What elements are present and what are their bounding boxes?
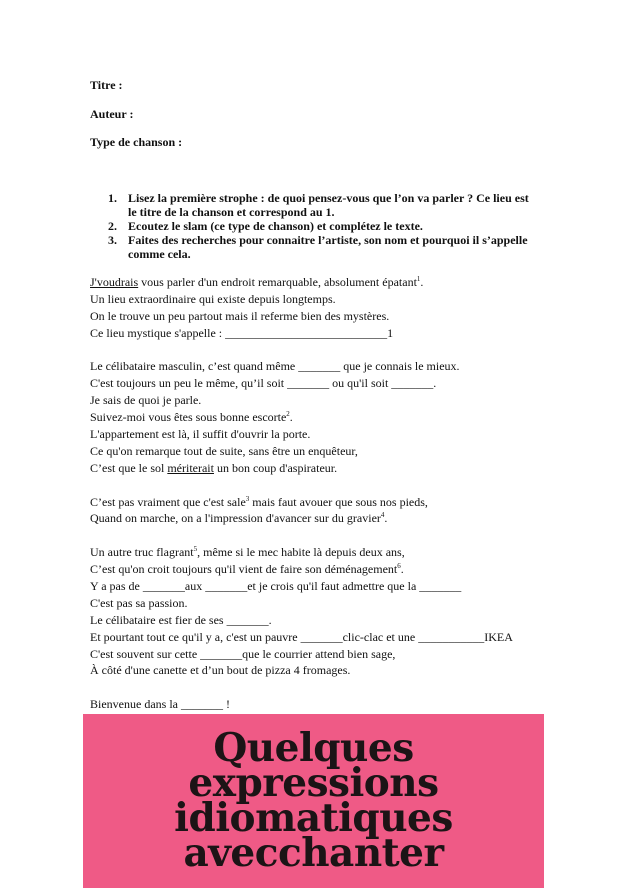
lyric-line (90, 274, 550, 291)
lyric-text: Suivez-moi vous êtes sous bonne escorte (90, 410, 287, 425)
lyric-line (90, 460, 550, 477)
lyric-line: C'est toujours un peu le même, qu’il soit _______ ou qu'il soit _______. (90, 376, 437, 391)
lyric-line: À côté d'une canette et d’un bout de pizza 4 fromages. (90, 663, 351, 678)
song-lyrics (90, 274, 550, 713)
footnote-marker: 4 (380, 511, 385, 520)
instruction-item (108, 233, 540, 261)
lyric-text: , même si le mec habite là depuis deux ans, (197, 545, 405, 560)
footnote-marker: 5 (193, 545, 198, 554)
lyric-line: Ce qu'on remarque tout de suite, sans être un enquêteur, (90, 443, 358, 458)
lyric-line: Y a pas de _______aux _______et je crois qu'il faut admettre que la _______ (90, 579, 462, 594)
stanza-gap (90, 342, 550, 359)
lyric-text: . (289, 410, 293, 425)
stanza-gap (90, 527, 550, 544)
instruction-text: Ecoutez le slam (ce type de chanson) et complétez le texte. (128, 219, 423, 233)
lyric-line: On le trouve un peu partout mais il referme bien des mystères. (90, 308, 390, 323)
song-type-field-label: Type de chanson : (90, 135, 183, 149)
lyric-line (90, 510, 550, 527)
lyric-line: Ce lieu mystique s'appelle : ___________________________1 (90, 325, 394, 340)
banner-title-line: avecchanter (183, 830, 444, 876)
banner-title-line: Quelques (213, 725, 414, 771)
author-field-label: Auteur : (90, 106, 134, 121)
instruction-number: 3. (108, 233, 117, 247)
lyric-text: C’est que le sol (90, 460, 168, 475)
lyric-text: C’est pas vraiment que c'est sale (90, 494, 246, 509)
lyric-line: L'appartement est là, il suffit d'ouvrir la porte. (90, 427, 311, 442)
footnote-marker: 6 (397, 562, 401, 571)
lyric-line: Je sais de quoi je parle. (90, 393, 202, 408)
lyric-text: C’est qu'on croit toujours qu'il vient de faire son déménagement (90, 562, 398, 577)
instruction-text: Lisez la première strophe : de quoi pensez-vous que l’on va parler ? Ce lieu est le titre de la chanson et correspond au 1. (128, 191, 529, 219)
lyric-text: Quand on marche, on a l'impression d'avancer sur du gravier (90, 511, 381, 526)
lyric-line: C'est souvent sur cette _______que le courrier attend bien sage, (90, 646, 396, 661)
instructions-list (108, 191, 540, 261)
lyric-line (90, 561, 550, 578)
lyric-line: Bienvenue dans la _______ ! (90, 697, 230, 712)
banner-title-line: expressions (188, 760, 439, 806)
lyric-line: Le célibataire masculin, c’est quand même _______ que je connais le mieux. (90, 359, 460, 374)
lyric-line (90, 544, 550, 561)
instruction-item (108, 219, 540, 233)
expressions-banner (83, 714, 544, 888)
instruction-text: Faites des recherches pour connaitre l’artiste, son nom et pourquoi il s’appelle comme cela. (128, 233, 528, 261)
stanza-gap (90, 477, 550, 494)
lyric-text: mais faut avouer que sous nos pieds, (249, 494, 428, 509)
lyric-line: Un lieu extraordinaire qui existe depuis longtemps. (90, 291, 336, 306)
lyric-text: . (420, 275, 424, 289)
lyric-line: Le célibataire est fier de ses _______. (90, 612, 272, 627)
lyric-line: Et pourtant tout ce qu'il y a, c'est un pauvre _______clic-clac et une ___________IKEA (90, 629, 513, 644)
lyric-text: un bon coup d'aspirateur. (213, 460, 338, 475)
underlined-word: J'voudrais (90, 275, 139, 289)
stanza-gap (90, 679, 550, 696)
lyric-line: C'est pas sa passion. (90, 595, 188, 610)
banner-title-line: idiomatiques (174, 795, 453, 841)
lyric-line (90, 409, 550, 426)
footnote-marker: 2 (286, 410, 290, 419)
lyric-text: vous parler d'un endroit remarquable, absolument épatant (138, 275, 417, 289)
instruction-item (108, 191, 540, 219)
banner-title (83, 725, 544, 876)
header-fields (90, 77, 182, 163)
title-field-label: Titre : (90, 78, 123, 92)
instruction-number: 1. (108, 191, 117, 205)
lyric-line (90, 494, 550, 511)
lyric-text: . (400, 562, 404, 577)
lyric-text: . (384, 511, 388, 526)
lyric-text: Un autre truc flagrant (90, 545, 194, 560)
underlined-word: mériterait (167, 460, 214, 475)
instruction-number: 2. (108, 219, 117, 233)
footnote-marker: 1 (416, 275, 421, 283)
footnote-marker: 3 (245, 494, 250, 503)
